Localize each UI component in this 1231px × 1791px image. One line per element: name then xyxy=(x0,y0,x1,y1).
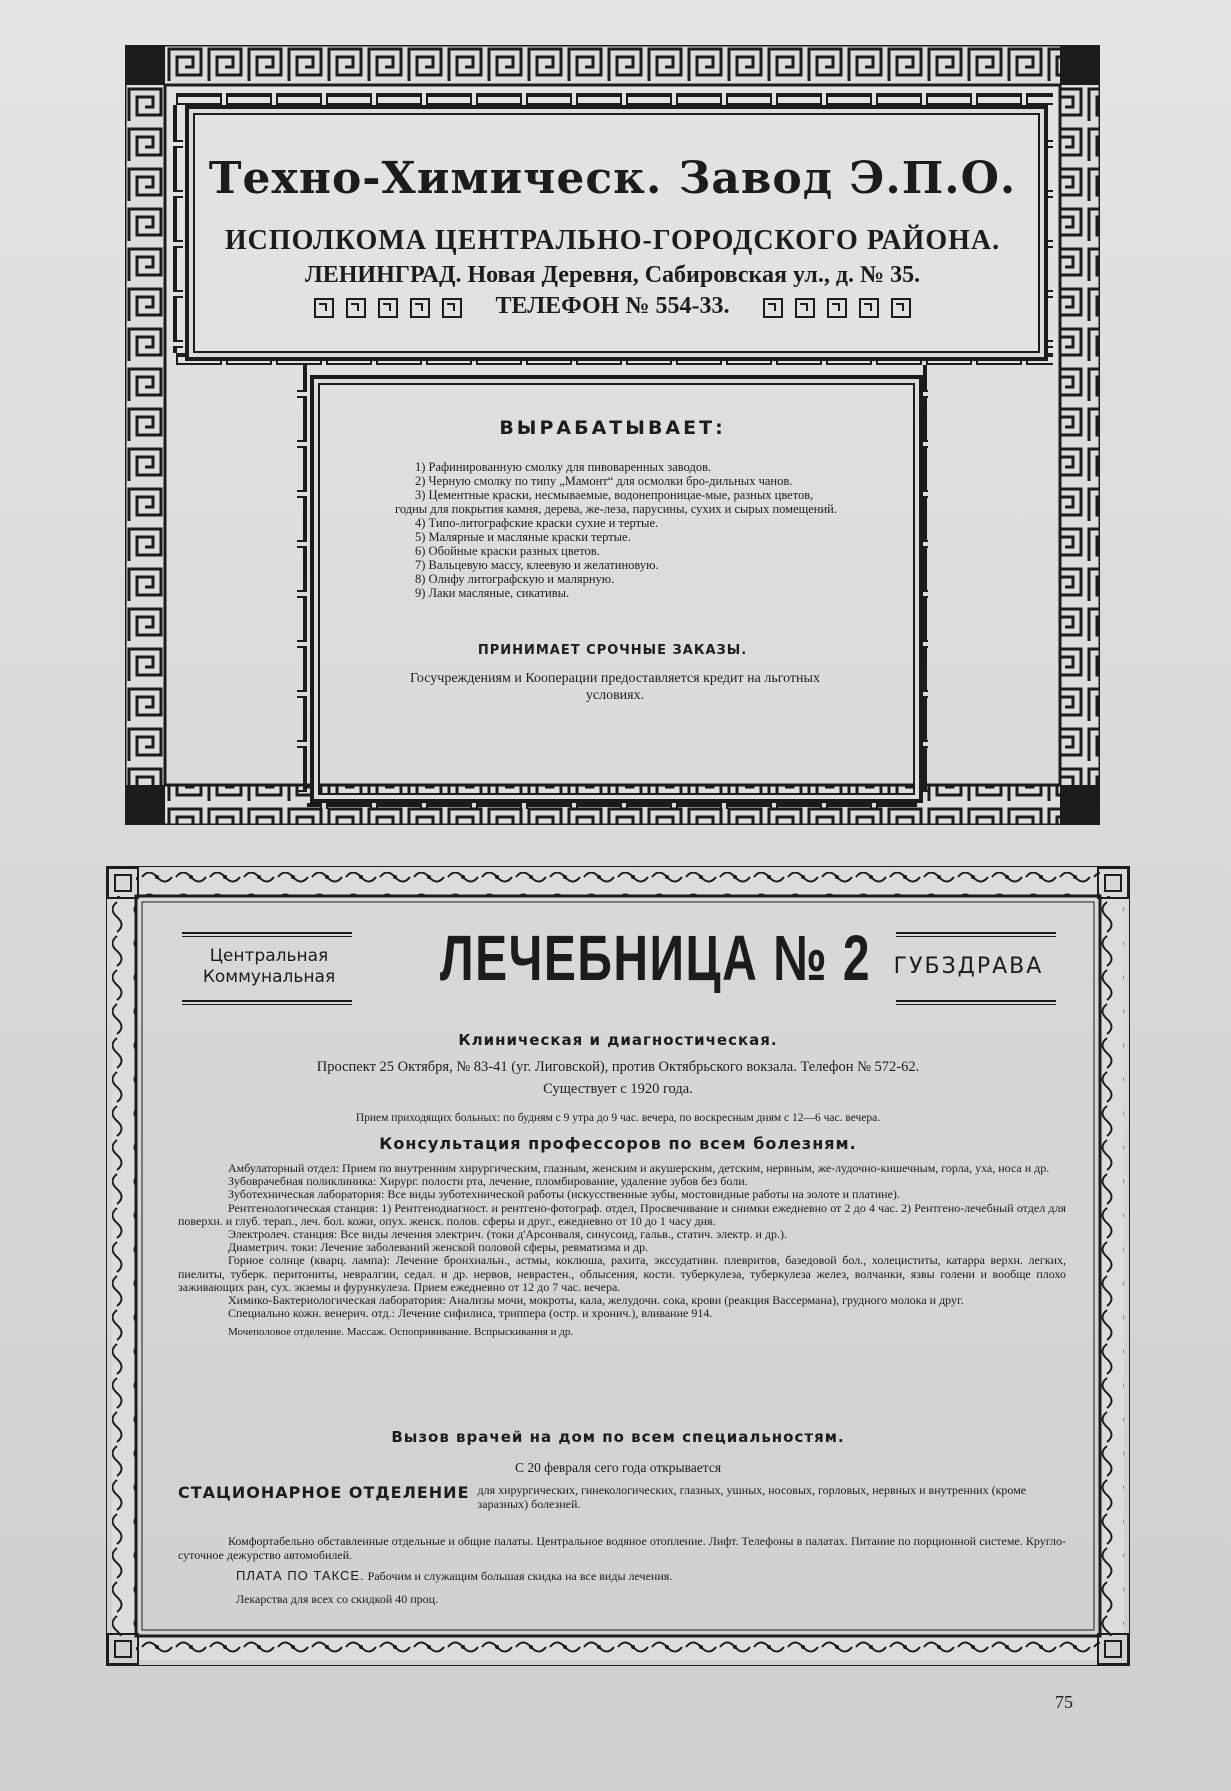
clinic-address: Проспект 25 Октября, № 83-41 (уг. Лиговской), против Октябрьского вокзала. Телефон № 572-62. xyxy=(316,1059,920,1075)
page-number: 75 xyxy=(1055,1692,1073,1712)
february-opening: С 20 февраля сего года открывается xyxy=(514,1460,722,1475)
department-item: Горное солнце (кварц. лампа): Лечение бронхиальн., астмы, коклюша, рахита, экссудативн. плевритов, базедовой бол., холециститы, катарра верхн. легких, пиелиты, туберк. перитониты, невралгии, седал. и др. нервов, неврастен., облысения, кости. туберкулеза, туберкулеза желез, волчанки, язвы голени и вообще плохо заживающих ран, сух. экземы и фурункулеза. Прием ежедневно от 12 до 7 час. вечера. xyxy=(178,1253,1066,1294)
produces-heading: ВЫРАБАТЫВАЕТ: xyxy=(499,417,726,439)
department-item: Рентгенологическая станция: 1) Рентгенодиагност. и рентгено-фотограф. отдел, Просвечивание и снимки ежедневно от 2 до 4 час. 2) Рентгено-лечебный отдел для поверхн. и глуб. терап., леч. бол. кожи, опух. женск. полов. сферы и друг., ежедневно от 10 до 1 часу дня. xyxy=(178,1200,1066,1228)
department-item: Зуботехническая лаборатория: Все виды зуботехнической работы (искусственные зубы, мостовидные работы на золоте и платине). xyxy=(228,1187,900,1202)
factory-phone: ТЕЛЕФОН № 554-33. xyxy=(495,293,730,319)
product-item: 2) Черную смолку по типу „Мамонт“ для осмолки бро-дильных чанов. xyxy=(415,474,793,488)
product-item: 6) Обойные краски разных цветов. xyxy=(415,544,600,558)
clinic-consult: Консультация профессоров по всем болезням. xyxy=(379,1134,857,1153)
clinic-departments xyxy=(178,1162,1066,1340)
clinic-communal-label: Коммунальная xyxy=(202,967,336,987)
comfort-text: Комфортабельно обставленные отдельные и общие палаты. Центральное водяное отопление. Лифт. Телефоны в палатах. Питание по порционной системе. Кругло-суточное дежурство автомобилей. xyxy=(178,1534,1066,1562)
clinic-title: ЛЕЧЕБНИЦА № 2 xyxy=(439,922,872,994)
department-item: Диаметрич. токи: Лечение заболеваний женской половой сферы, ревматизма и др. xyxy=(228,1240,649,1255)
clinic-advertisement xyxy=(106,866,1130,1666)
credit-note: Госучреждениям и Кооперации предоставляется кредит на льготных условиях. xyxy=(410,671,820,703)
decor-squares-right-icon xyxy=(757,294,917,321)
department-item: Специально кожн. венерич. отд.: Лечение сифилиса, триппера (остр. и хронич.), вливание 914. xyxy=(228,1306,713,1321)
clinic-gubzdrav-label: ГУБЗДРАВА xyxy=(893,954,1044,979)
tax-text: Рабочим и служащим большая скидка на все виды лечения. xyxy=(367,1569,673,1583)
clinic-subtitle: Клиническая и диагностическая. xyxy=(458,1031,778,1049)
medicines-discount: Лекарства для всех со скидкой 40 проц. xyxy=(236,1592,439,1606)
factory-subtitle: ИСПОЛКОМА ЦЕНТРАЛЬНО-ГОРОДСКОГО РАЙОНА. xyxy=(224,225,1001,256)
tax-heading: ПЛАТА ПО ТАКСЕ. xyxy=(236,1568,365,1583)
urgent-orders: ПРИНИМАЕТ СРОЧНЫЕ ЗАКАЗЫ. xyxy=(477,643,748,658)
product-item: 3) Цементные краски, несмываемые, водонепроницае-мые, разных цветов, годны для покрытия камня, дерева, же-леза, парусины, сухих и сырых помещений. xyxy=(395,488,837,516)
clinic-left-labels xyxy=(188,946,350,988)
department-item: Зубоврачебная поликлиника: Хирург. полости рта, лечение, пломбирование, удаление зубов без боли. xyxy=(228,1174,748,1189)
department-item: Электролеч. станция: Все виды лечения электрич. (токи д'Арсонваля, синусоид, гальв., статич. электр. и др.). xyxy=(228,1227,787,1242)
product-item: 8) Олифу литографскую и малярную. xyxy=(415,572,615,586)
stationary-heading: СТАЦИОНАРНОЕ ОТДЕЛЕНИЕ xyxy=(178,1483,470,1502)
department-item: Амбулаторный отдел: Прием по внутренним хирургическим, глазным, женским и акушерским, детским, нервным, же-лудочно-кишечным, горла, уха, носа и др. xyxy=(228,1161,1050,1175)
product-list xyxy=(395,460,840,600)
clinic-since: Существует с 1920 года. xyxy=(543,1081,693,1097)
department-item: Химико-Бактериологическая лаборатория: Анализы мочи, мокроты, кала, желудочн. сока, крови (реакция Вассермана), грудного молока и друг. xyxy=(228,1293,964,1308)
rule-right-top xyxy=(896,932,1056,937)
factory-phone-line xyxy=(125,293,1100,321)
clinic-central-label: Центральная xyxy=(209,946,329,966)
factory-address: ЛЕНИНГРАД. Новая Деревня, Сабировская ул., д. № 35. xyxy=(304,262,921,288)
factory-title: Техно-Химическ. Завод Э.П.О. xyxy=(208,153,1017,204)
decor-squares-left-icon xyxy=(308,294,468,321)
product-item: 1) Рафинированную смолку для пивоваренных заводов. xyxy=(415,460,712,474)
rule-left-bottom xyxy=(182,1000,352,1005)
rule-left-top xyxy=(182,932,352,937)
product-item: 5) Малярные и масляные краски тертые. xyxy=(415,530,631,544)
stationary-block xyxy=(178,1483,1066,1511)
home-visit: Вызов врачей на дом по всем специальностям. xyxy=(391,1428,845,1446)
rule-right-bottom xyxy=(896,1000,1056,1005)
tax-line xyxy=(236,1568,1066,1584)
stationary-text: для хирургических, гинекологических, глазных, ушных, носовых, горловых, нервных и внутренних (кроме заразных) болезней. xyxy=(477,1483,1027,1511)
product-item: 9) Лаки масляные, сикативы. xyxy=(415,586,570,600)
department-item: Мочеполовое отделение. Массаж. Оспопрививание. Вспрыскивания и др. xyxy=(228,1326,574,1339)
product-item: 4) Типо-литографские краски сухие и тертые. xyxy=(415,516,659,530)
clinic-address-block xyxy=(106,1056,1130,1100)
product-item: 7) Вальцевую массу, клеевую и желатиновую. xyxy=(415,558,659,572)
clinic-hours: Прием приходящих больных: по будням с 9 утра до 9 час. вечера, по воскресным дням с 12—6 час. вечера. xyxy=(355,1112,881,1124)
